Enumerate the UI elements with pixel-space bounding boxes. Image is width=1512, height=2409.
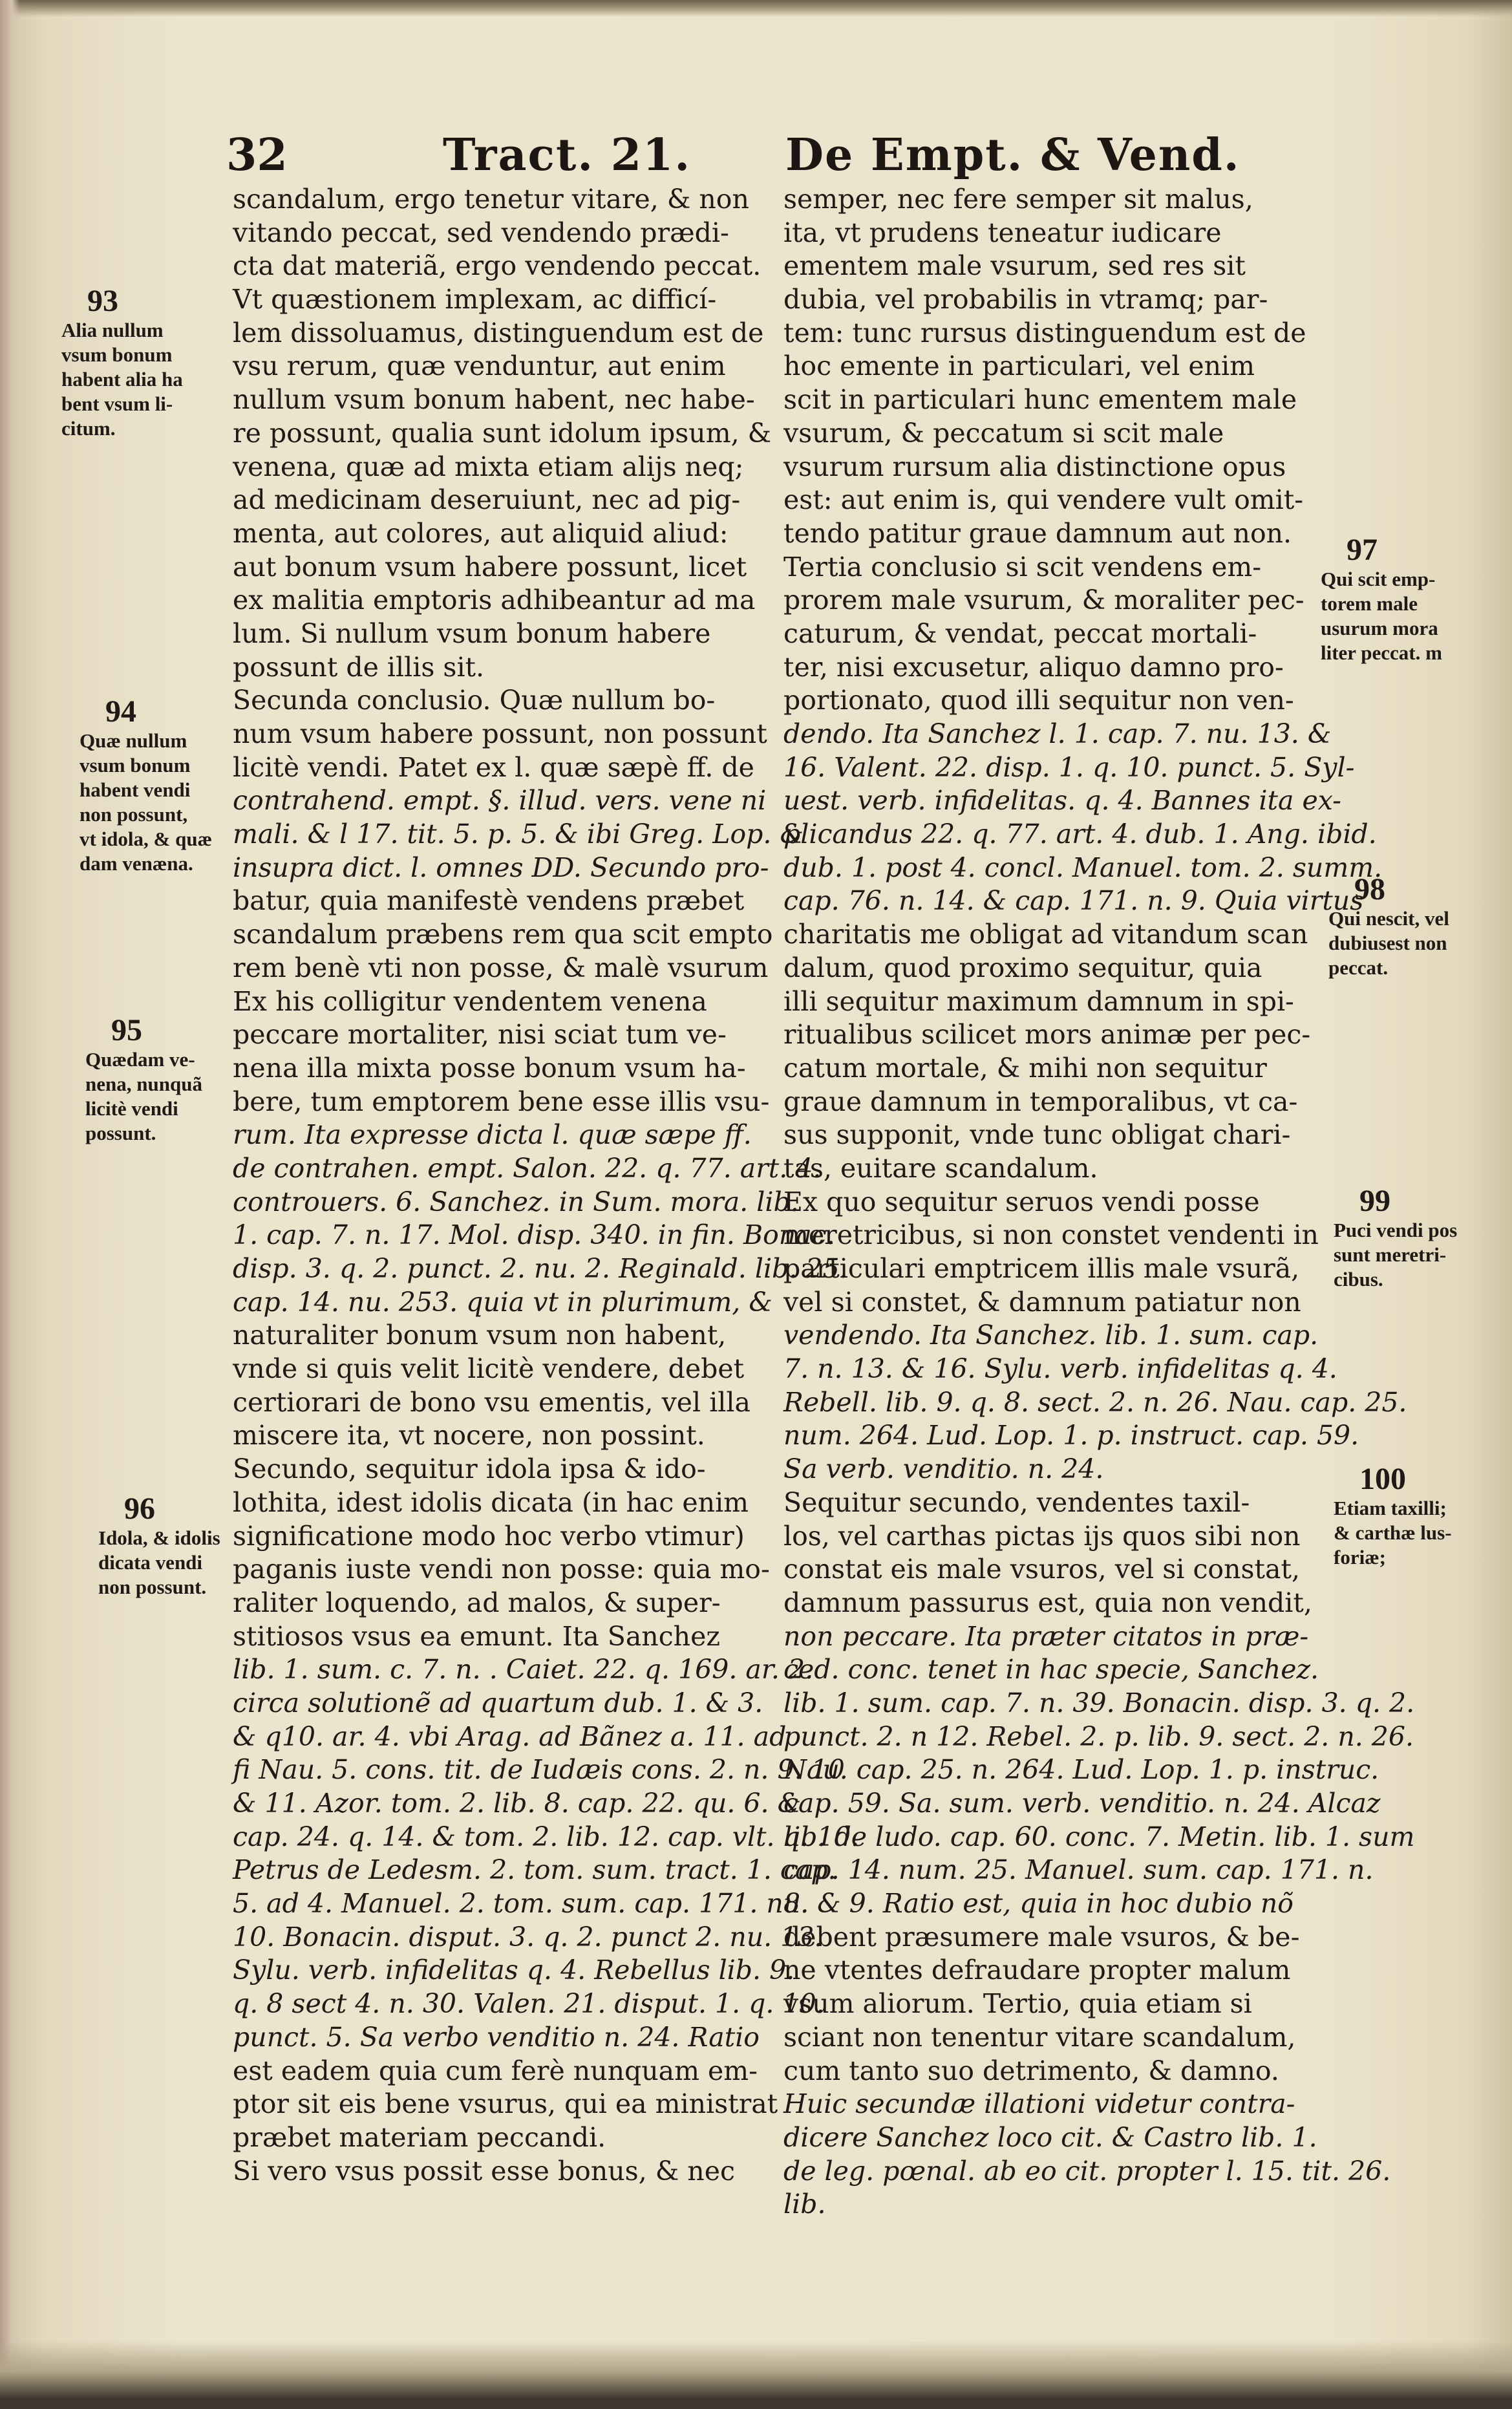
text-line: Sylu. verb. infidelitas q. 4. Rebellus lib. 9. <box>233 1954 795 1986</box>
text-line: cap. 59. Sa. sum. verb. venditio. n. 24. Alcaz <box>783 1788 1381 1819</box>
text-line: portionato, quod illi sequitur non ven- <box>783 685 1294 716</box>
header-left-title: Tract. 21. <box>443 129 692 181</box>
text-line: dalum, quod proximo sequitur, quia <box>783 952 1262 983</box>
text-line: Sa verb. venditio. n. 24. <box>783 1453 1104 1485</box>
text-line: punct. 2. n 12. Rebel. 2. p. lib. 9. sect. 2. n. 26. <box>783 1720 1414 1752</box>
text-line: licitè vendi. Patet ex l. quæ sæpè ff. de <box>233 751 754 783</box>
margin-note-100 <box>1334 1462 1452 1570</box>
text-line: bere, tum emptorem bene esse illis vsu- <box>233 1086 770 1117</box>
text-line: est: aut enim is, qui vendere vult omit- <box>783 484 1304 516</box>
margin-note-line: Etiam taxilli; <box>1334 1497 1447 1519</box>
margin-note-95 <box>85 1014 202 1146</box>
text-line: cap. 76. n. 14. & cap. 171. n. 9. Quia virtus <box>783 885 1364 917</box>
margin-number: 100 <box>1359 1462 1406 1496</box>
text-line: dubia, vel probabilis in vtramq; par- <box>783 284 1268 316</box>
text-line: nullum vsum bonum habent, nec habe- <box>233 384 755 416</box>
margin-note-line: nena, nunquã <box>85 1073 202 1095</box>
margin-note-line: & carthæ lus- <box>1334 1521 1452 1544</box>
text-line: vsurum, & peccatum si scit male <box>783 417 1224 449</box>
text-line: vnde si quis velit licitè vendere, debet <box>233 1353 745 1385</box>
text-line: vel si constet, & damnum patiatur non <box>783 1286 1301 1318</box>
margin-note-line: possunt. <box>85 1122 156 1144</box>
text-line: Ex his colligitur vendentem venena <box>233 985 707 1017</box>
margin-number: 97 <box>1347 533 1378 567</box>
text-line: caturum, & vendat, peccat mortali- <box>783 617 1257 649</box>
text-line: fi Nau. 5. cons. tit. de Iudæis cons. 2. n. 9. 10 <box>233 1754 845 1786</box>
text-line: Secundo, sequitur idola ipsa & ido- <box>233 1453 706 1485</box>
text-line: punct. 5. Sa verbo venditio n. 24. Ratio <box>233 2021 760 2053</box>
margin-note-line: citum. <box>61 417 116 440</box>
text-line: 10. Bonacin. disput. 3. q. 2. punct 2. nu. 13. <box>233 1921 823 1953</box>
margin-note-line: torem male <box>1321 592 1418 615</box>
text-line: ritualibus scilicet mors animæ per pec- <box>783 1019 1311 1051</box>
text-line: rem benè vti non posse, & malè vsurum <box>233 952 769 983</box>
margin-number: 93 <box>87 284 118 318</box>
text-line: cap. 14. num. 25. Manuel. sum. cap. 171. n. <box>783 1854 1374 1886</box>
margin-note-line: Alia nullum <box>61 319 164 341</box>
header-right-title: De Empt. & Vend. <box>785 129 1240 181</box>
text-line: lothita, idest idolis dicata (in hac enim <box>233 1486 749 1518</box>
text-line: constat eis male vsuros, vel si constat, <box>783 1554 1300 1585</box>
text-line: los, vel carthas pictas ijs quos sibi non <box>783 1520 1301 1552</box>
margin-number: 95 <box>111 1013 142 1047</box>
text-line: Ex quo sequitur seruos vendi posse <box>783 1186 1260 1217</box>
margin-note-line: Puci vendi pos <box>1334 1219 1458 1241</box>
text-line: ter, nisi excusetur, aliquo damno pro- <box>783 651 1284 683</box>
text-line: ptor sit eis bene vsurus, qui ea ministrat <box>233 2088 778 2120</box>
text-line: dicere Sanchez loco cit. & Castro lib. 1. <box>783 2121 1317 2153</box>
margin-note-line: liter peccat. m <box>1321 641 1442 664</box>
text-line: venena, quæ ad mixta etiam alijs neq; <box>233 451 744 482</box>
margin-note-line: dam venæna. <box>80 852 193 875</box>
margin-note-line: licitè vendi <box>85 1097 178 1120</box>
text-line: particulari emptricem illis male vsurã, <box>783 1253 1300 1284</box>
text-line: paganis iuste vendi non posse: quia mo- <box>233 1554 770 1585</box>
text-line: 5. ad 4. Manuel. 2. tom. sum. cap. 171. nu. <box>233 1888 809 1920</box>
text-line: prorem male vsurum, & moraliter pec- <box>783 584 1304 616</box>
text-line: significatione modo hoc verbo vtimur) <box>233 1520 745 1552</box>
text-line: præbet materiam peccandi. <box>233 2121 606 2153</box>
text-line: ex malitia emptoris adhibeantur ad ma <box>233 584 756 616</box>
text-line: scandalum præbens rem qua scit empto <box>233 919 773 950</box>
text-line: lib. 1. sum. cap. 7. n. 39. Bonacin. disp. 3. q. 2. <box>783 1687 1415 1718</box>
text-line: tem: tunc rursus distinguendum est de <box>783 317 1306 348</box>
text-line: controuers. 6. Sanchez. in Sum. mora. lib. <box>233 1186 799 1217</box>
text-line: hoc emente in particulari, vel enim <box>783 350 1255 382</box>
text-line: charitatis me obligat ad vitandum scan <box>783 919 1308 950</box>
text-line: contrahend. empt. §. illud. vers. vene ni <box>233 785 767 817</box>
margin-number: 96 <box>124 1492 155 1526</box>
margin-note-line: Qui nescit, vel <box>1328 907 1449 930</box>
text-line: meretricibus, si non constet vendenti in <box>783 1219 1319 1251</box>
text-line: circa solutionẽ ad quartum dub. 1. & 3. <box>233 1687 763 1718</box>
text-line: q. 8 sect 4. n. 30. Valen. 21. disput. 1. q. 10. <box>233 1988 825 2020</box>
margin-number: 99 <box>1359 1184 1390 1218</box>
text-line: rum. Ita expresse dicta l. quæ sæpe ff. <box>233 1119 752 1151</box>
text-line: insupra dict. l. omnes DD. Secundo pro- <box>233 851 769 883</box>
text-line: num. 264. Lud. Lop. 1. p. instruct. cap. 59. <box>783 1420 1359 1451</box>
text-line: num vsum habere possunt, non possunt <box>233 718 767 749</box>
margin-note-line: Qui scit emp- <box>1321 568 1436 590</box>
margin-note-line: habent alia ha <box>61 368 183 391</box>
margin-note-93 <box>61 284 183 441</box>
text-line: tas, euitare scandalum. <box>783 1152 1098 1184</box>
text-line: de leg. pœnal. ab eo cit. propter l. 15. tit. 26. <box>783 2155 1391 2187</box>
text-line: Huic secundæ illationi videtur contra- <box>783 2088 1295 2120</box>
text-line: cap. 24. q. 14. & tom. 2. lib. 12. cap. vlt. q. 10. <box>233 1821 860 1852</box>
text-line: illi sequitur maximum damnum in spi- <box>783 985 1294 1017</box>
margin-note-line: dicata vendi <box>98 1551 203 1574</box>
text-line: Si vero vsus possit esse bonus, & nec <box>233 2155 735 2187</box>
text-line: Rebell. lib. 9. q. 8. sect. 2. n. 26. Nau. cap. 25. <box>783 1386 1407 1418</box>
left-text-column <box>233 183 860 2188</box>
margin-note-line: vsum bonum <box>80 754 191 776</box>
text-line: possunt de illis sit. <box>233 651 485 683</box>
text-line: & 11. Azor. tom. 2. lib. 8. cap. 22. qu. 6. & <box>233 1788 802 1819</box>
text-line: Petrus de Ledesm. 2. tom. sum. tract. 1. cap. <box>233 1854 836 1886</box>
text-line: cum tanto suo detrimento, & damno. <box>783 2055 1279 2086</box>
margin-note-line: dubiusest non <box>1328 932 1447 954</box>
text-line: vitando peccat, sed vendendo prædi- <box>233 217 729 248</box>
text-line: de contrahen. empt. Salon. 22. q. 77. art. 4. <box>233 1152 822 1184</box>
text-line: Secunda conclusio. Quæ nullum bo- <box>233 685 716 716</box>
text-line: dub. 1. post 4. concl. Manuel. tom. 2. summ. <box>783 851 1383 883</box>
text-line: lib. de ludo. cap. 60. conc. 7. Metin. lib. 1. sum <box>783 1821 1415 1852</box>
margin-number: 98 <box>1354 872 1385 906</box>
text-line: re possunt, qualia sunt idolum ipsum, & <box>233 417 772 449</box>
text-line: 16. Valent. 22. disp. 1. q. 10. punct. 5. Syl- <box>783 751 1355 783</box>
text-line: naturaliter bonum vsum non habent, <box>233 1320 727 1351</box>
text-line: raliter loquendo, ad malos, & super- <box>233 1587 721 1618</box>
bottom-edge-shadow <box>0 2340 1512 2409</box>
top-edge-shadow <box>0 0 1512 17</box>
text-line: est eadem quia cum ferè nunquam em- <box>233 2055 758 2086</box>
text-line: damnum passurus est, quia non vendit, <box>783 1587 1312 1618</box>
margin-note-line: usurum mora <box>1321 617 1438 639</box>
text-line: nena illa mixta posse bonum vsum ha- <box>233 1052 746 1084</box>
text-line: sciant non tenentur vitare scandalum, <box>783 2021 1296 2053</box>
text-line: catum mortale, & mihi non sequitur <box>783 1052 1267 1084</box>
text-line: batur, quia manifestè vendens præbet <box>233 885 745 917</box>
text-line: graue damnum in temporalibus, vt ca- <box>783 1086 1298 1117</box>
text-line: Sequitur secundo, vendentes taxil- <box>783 1486 1250 1518</box>
margin-note-94 <box>80 695 212 876</box>
text-line: scandalum, ergo tenetur vitare, & non <box>233 184 749 215</box>
text-line: vendendo. Ita Sanchez. lib. 1. sum. cap. <box>783 1320 1319 1351</box>
text-line: Tertia conclusio si scit vendens em- <box>783 551 1262 583</box>
text-line: Vt quæstionem implexam, ac difficí- <box>233 284 717 316</box>
text-line: scit in particulari hunc ementem male <box>783 384 1297 416</box>
margin-note-line: Quædam ve- <box>85 1048 195 1071</box>
text-line: cta dat materiã, ergo vendendo peccat. <box>233 250 761 282</box>
margin-note-96 <box>98 1492 220 1600</box>
text-line: lum. Si nullum vsum bonum habere <box>233 617 711 649</box>
margin-note-line: vsum bonum <box>61 343 173 366</box>
text-line: lem dissoluamus, distinguendum est de <box>233 317 764 348</box>
margin-note-line: peccat. <box>1328 956 1389 979</box>
text-line: menta, aut colores, aut aliquid aliud: <box>233 517 729 549</box>
running-header <box>226 129 1390 187</box>
margin-note-line: foriæ; <box>1334 1546 1386 1569</box>
margin-note-line: Quæ nullum <box>80 729 187 752</box>
text-line: ita, vt prudens teneatur iudicare <box>783 217 1222 248</box>
margin-note-line: non possunt. <box>98 1576 207 1598</box>
text-line: non peccare. Ita præter citatos in præ- <box>783 1620 1309 1652</box>
left-page-edge <box>0 0 19 2409</box>
text-line: ced. conc. tenet in hac specie, Sanchez. <box>783 1654 1319 1686</box>
page-number: 32 <box>226 129 288 181</box>
text-line: ementem male vsurum, sed res sit <box>783 250 1246 282</box>
margin-note-line: habent vendi <box>80 778 191 801</box>
text-line: plicandus 22. q. 77. art. 4. dub. 1. Ang. ibid. <box>783 819 1377 850</box>
margin-note-98 <box>1328 873 1449 980</box>
margin-note-line: non possunt, <box>80 803 188 826</box>
text-line: vsum aliorum. Tertio, quia etiam si <box>783 1988 1252 2020</box>
margin-note-line: bent vsum li- <box>61 392 173 415</box>
text-line: miscere ita, vt nocere, non possint. <box>233 1420 705 1451</box>
text-line: sus supponit, vnde tunc obligat chari- <box>783 1119 1291 1151</box>
margin-number: 94 <box>105 694 136 729</box>
text-line: peccare mortaliter, nisi sciat tum ve- <box>233 1019 727 1051</box>
text-line: 8. & 9. Ratio est, quia in hoc dubio nõ <box>783 1888 1294 1920</box>
text-line: ne vtentes defraudare propter malum <box>783 1954 1291 1986</box>
margin-note-97 <box>1321 533 1442 665</box>
margin-note-line: Idola, & idolis <box>98 1526 220 1549</box>
text-line: ad medicinam deseruiunt, nec ad pig- <box>233 484 741 516</box>
text-line: & q10. ar. 4. vbi Arag. ad Bãnez a. 11. ad <box>233 1720 787 1752</box>
text-line: stitiosos vsus ea emunt. Ita Sanchez <box>233 1620 720 1652</box>
margin-note-line: cibus. <box>1334 1268 1383 1290</box>
text-line: cap. 14. nu. 253. quia vt in plurimum, & <box>233 1286 772 1318</box>
text-line: uest. verb. infidelitas. q. 4. Bannes ita ex- <box>783 785 1341 817</box>
text-line: lib. <box>783 2189 826 2220</box>
text-line: semper, nec fere semper sit malus, <box>783 184 1253 215</box>
margin-note-line: sunt meretri- <box>1334 1243 1447 1266</box>
margin-note-99 <box>1334 1184 1457 1292</box>
text-line: debent præsumere male vsuros, & be- <box>783 1921 1300 1953</box>
text-line: dendo. Ita Sanchez l. 1. cap. 7. nu. 13. & <box>783 718 1332 749</box>
text-line: aut bonum vsum habere possunt, licet <box>233 551 747 583</box>
text-line: certiorari de bono vsu ementis, vel illa <box>233 1386 751 1418</box>
text-line: disp. 3. q. 2. punct. 2. nu. 2. Reginald. lib. 25. <box>233 1253 848 1284</box>
text-line: 7. n. 13. & 16. Sylu. verb. infidelitas q. 4. <box>783 1353 1337 1385</box>
text-line: vsurum rursum alia distinctione opus <box>783 451 1286 482</box>
text-line: tendo patitur graue damnum aut non. <box>783 517 1292 549</box>
text-line: Nau. cap. 25. n. 264. Lud. Lop. 1. p. instruc. <box>783 1754 1379 1786</box>
text-line: mali. & l 17. tit. 5. p. 5. & ibi Greg. Lop. & <box>233 819 804 850</box>
text-line: 1. cap. 7. n. 17. Mol. disp. 340. in fin. Bonac. <box>233 1219 835 1251</box>
margin-note-line: vt idola, & quæ <box>80 828 212 850</box>
text-line: lib. 1. sum. c. 7. n. . Caiet. 22. q. 169. ar. 2. <box>233 1654 814 1686</box>
text-line: vsu rerum, quæ venduntur, aut enim <box>233 350 726 382</box>
